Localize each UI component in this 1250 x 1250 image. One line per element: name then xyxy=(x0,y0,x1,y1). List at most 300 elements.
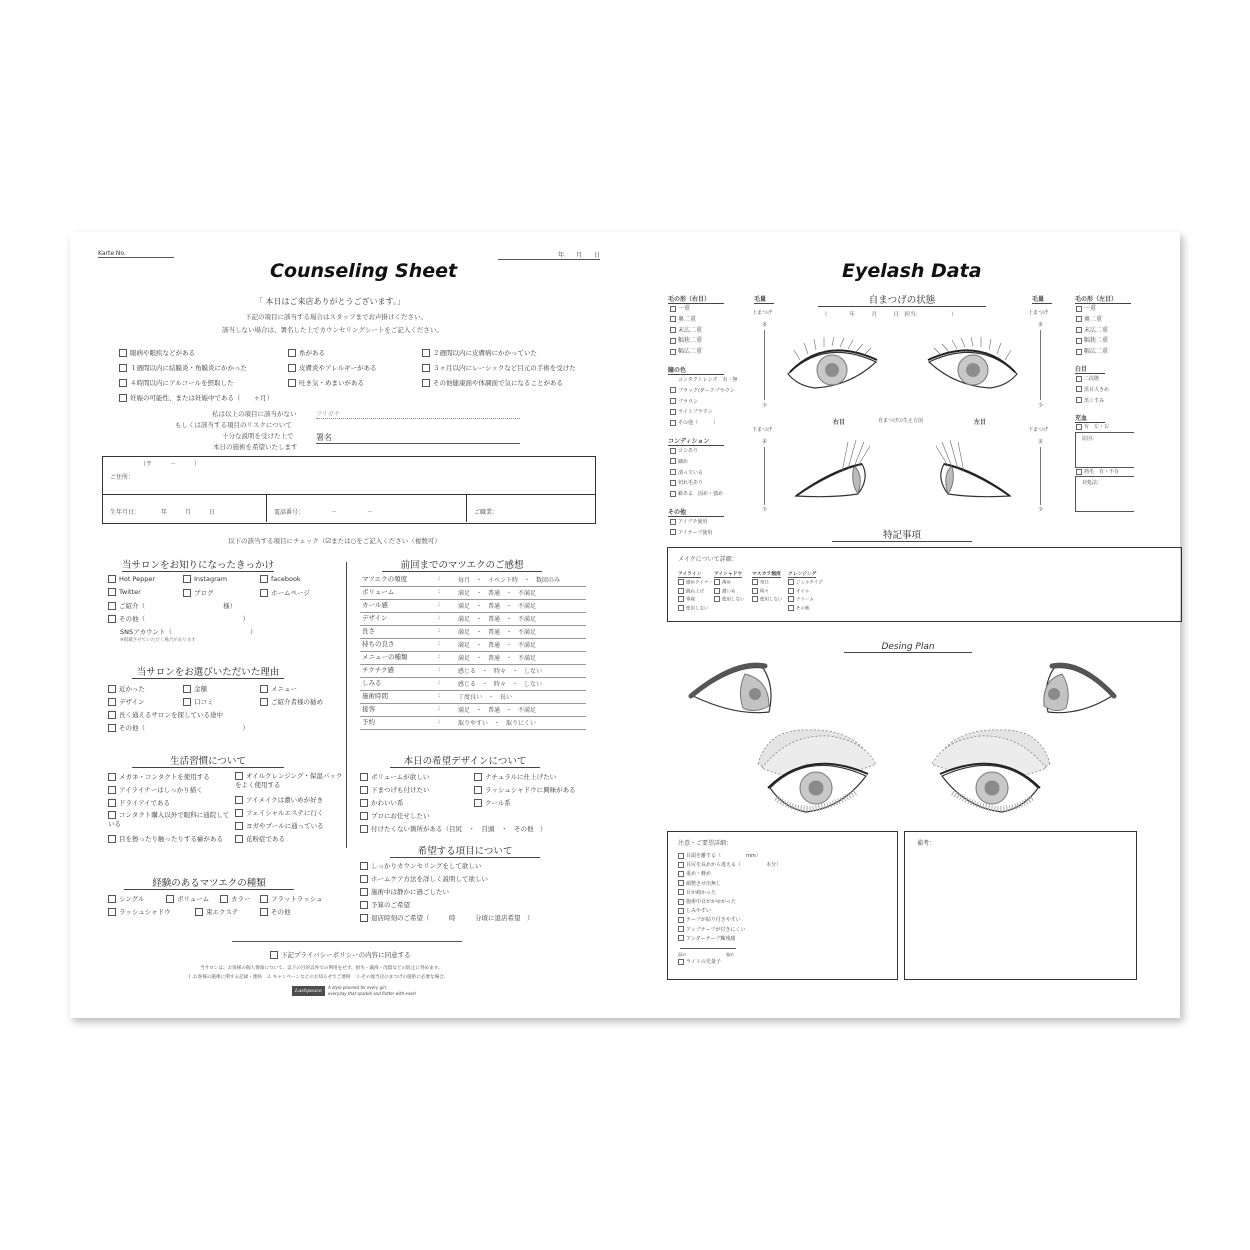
section-heading: 当サロンをお選びいただいた理由 xyxy=(132,664,284,679)
makeup-option[interactable]: 濃いめ xyxy=(714,588,736,595)
option[interactable]: ライトブラウン xyxy=(670,407,738,418)
impression-options[interactable]: 感じる ・ 時々 ・ しない xyxy=(458,681,543,688)
impression-options[interactable]: 満足 ・ 普通 ・ 不満足 xyxy=(458,642,537,649)
notes-option[interactable]: 目尻を長めから違える（ 本分） xyxy=(678,861,781,870)
option[interactable]: 潰っている xyxy=(670,468,723,479)
checkbox[interactable] xyxy=(670,480,676,486)
checkbox[interactable] xyxy=(678,871,684,877)
remarks-box[interactable] xyxy=(904,831,1137,980)
lash-growth-diagram-label: 自まつげの生え方図 xyxy=(878,418,924,424)
option[interactable]: 金額 xyxy=(183,684,207,693)
option[interactable]: 幅狭二重 xyxy=(670,336,702,347)
health-item[interactable]: ４時間以内にアルコールを摂取した xyxy=(119,378,234,387)
sns-account-field[interactable]: SNSアカウント（ ） xyxy=(120,628,257,636)
checkbox[interactable] xyxy=(714,596,720,602)
option[interactable]: ラッシュシャドウに興味がある xyxy=(474,785,576,794)
checkbox[interactable] xyxy=(235,772,243,780)
checkbox[interactable] xyxy=(678,579,684,585)
checkbox[interactable] xyxy=(1076,386,1082,392)
makeup-option[interactable]: ジェルタイプ xyxy=(788,579,823,586)
option[interactable]: コシあり xyxy=(670,446,723,457)
option[interactable]: ラッシュシャドウ xyxy=(108,907,171,916)
white-eye-list xyxy=(1076,374,1109,406)
scale-many: 多 xyxy=(1038,322,1044,328)
notes-option[interactable]: しみやすい xyxy=(678,907,781,916)
checkbox[interactable] xyxy=(1076,306,1082,312)
checkbox[interactable] xyxy=(670,448,676,454)
health-item[interactable]: 吐き気・めまいがある xyxy=(288,378,364,387)
checkbox[interactable] xyxy=(714,579,720,585)
option[interactable]: クール系 xyxy=(474,798,511,807)
checkbox[interactable] xyxy=(166,895,174,903)
checkbox[interactable] xyxy=(108,575,116,583)
option[interactable]: コンタクト購入以外で眼科に通院している xyxy=(108,811,230,828)
design-eye-side-left xyxy=(1040,656,1120,722)
section-heading: 当サロンをお知りになったきっかけ xyxy=(122,557,274,572)
checkbox[interactable] xyxy=(678,926,684,932)
state-date-field[interactable]: （ 年 月 日 担当： ） xyxy=(822,312,957,318)
option[interactable]: その他（ ） xyxy=(108,723,249,732)
makeup-option[interactable]: 跳ね上げ xyxy=(678,588,704,595)
checkbox[interactable] xyxy=(714,588,720,594)
option[interactable]: 長く通えるサロンを探している途中 xyxy=(108,710,223,719)
impression-row[interactable] xyxy=(360,717,586,730)
intro-line-1: 下記の項目に該当する場合はスタッフまでお声掛けください。 xyxy=(245,313,427,321)
signature-field[interactable]: 署名 xyxy=(316,432,520,444)
section-heading: 経験のあるマツエクの種類 xyxy=(124,875,294,890)
occupation-field[interactable]: ご職業： xyxy=(474,509,499,516)
checkbox[interactable] xyxy=(1076,316,1082,322)
checkbox[interactable] xyxy=(474,786,482,794)
checkbox[interactable] xyxy=(1076,424,1082,430)
health-item[interactable]: 妊娠の可能性、または妊娠中である（ ヶ月） xyxy=(119,393,273,402)
option[interactable]: 熱毛 有・不有 xyxy=(1076,468,1119,475)
separator: : xyxy=(438,626,441,634)
option[interactable]: ホームケア方法を詳しく説明して欲しい xyxy=(360,874,488,883)
option[interactable]: 奥二重 xyxy=(1076,315,1108,326)
option[interactable]: ドライアイである xyxy=(108,798,170,807)
checkbox[interactable] xyxy=(670,338,676,344)
checkbox[interactable] xyxy=(678,935,684,941)
makeup-option[interactable]: 細めライナー xyxy=(678,579,713,586)
impression-options[interactable]: 満足 ・ 普通 ・ 不満足 xyxy=(458,707,537,714)
left-eye-side-illustration xyxy=(928,436,1014,502)
health-item[interactable]: その他健康面や体調面で気になることがある xyxy=(422,378,563,387)
checkbox[interactable] xyxy=(260,895,268,903)
impression-row[interactable] xyxy=(360,613,586,626)
checkbox[interactable] xyxy=(670,420,676,426)
impression-options[interactable]: 毎月 ・ イベント時 ・ 数回のみ xyxy=(458,577,561,584)
impression-options[interactable]: 満足 ・ 普通 ・ 不満足 xyxy=(458,590,537,597)
checkbox[interactable] xyxy=(360,773,368,781)
scale-few: 少 xyxy=(1038,403,1044,409)
impression-row[interactable] xyxy=(360,691,586,704)
left-eye-front-illustration xyxy=(925,336,1025,396)
separator: : xyxy=(438,652,441,660)
health-item[interactable]: 皮膚炎やアレルギーがある xyxy=(288,363,377,372)
impression-row[interactable] xyxy=(360,639,586,652)
checkbox[interactable] xyxy=(752,596,758,602)
impression-row[interactable] xyxy=(360,574,586,587)
checkbox[interactable] xyxy=(678,880,684,886)
option[interactable]: 有 左・右 xyxy=(1076,423,1109,430)
option[interactable]: 口コミ xyxy=(183,697,214,706)
checkbox[interactable] xyxy=(183,589,191,597)
option[interactable]: 黒くすみ xyxy=(1076,396,1109,407)
section-heading: 本日の希望デザインについて xyxy=(390,753,540,768)
option[interactable]: ヨガやプールに通っている xyxy=(235,821,324,830)
checkbox[interactable] xyxy=(260,575,268,583)
greeting: 「 本日はご来店ありがとうございます。」 xyxy=(255,297,405,306)
option[interactable]: 切れ毛あり xyxy=(670,478,723,489)
makeup-option[interactable]: 薄め xyxy=(714,579,731,586)
consent-line-4: 本日の施術を希望いたします xyxy=(213,443,298,451)
impression-row[interactable] xyxy=(360,665,586,678)
checkbox[interactable] xyxy=(474,799,482,807)
section-heading: 前回までのマツエクのご感想 xyxy=(382,557,542,572)
separator: : xyxy=(438,678,441,686)
checkbox[interactable] xyxy=(670,349,676,355)
checkbox[interactable] xyxy=(1076,327,1082,333)
option[interactable]: Instagram xyxy=(183,575,227,583)
checkbox[interactable] xyxy=(788,596,794,602)
option[interactable]: しっかりカウンセリングをして欲しい xyxy=(360,861,481,870)
impression-row[interactable] xyxy=(360,678,586,691)
checkbox[interactable] xyxy=(678,917,684,923)
option[interactable]: 二段階 xyxy=(1076,374,1109,385)
checkbox[interactable] xyxy=(108,773,116,781)
checkbox[interactable] xyxy=(288,349,296,357)
intensity-scale[interactable] xyxy=(678,944,781,958)
option[interactable]: 黒目大きめ xyxy=(1076,385,1109,396)
option[interactable]: 束エクステ xyxy=(195,907,238,916)
option[interactable]: ご紹介者様の勧め xyxy=(260,697,323,706)
subheading: 毛の形（右目） xyxy=(668,294,724,304)
option[interactable]: アイテープ使用 xyxy=(670,528,712,539)
checkbox[interactable] xyxy=(678,588,684,594)
option[interactable]: デザイン xyxy=(108,697,145,706)
checkbox[interactable] xyxy=(183,575,191,583)
checkbox[interactable] xyxy=(422,364,430,372)
option[interactable]: 幅広二重 xyxy=(670,347,702,358)
option[interactable]: 一重 xyxy=(670,304,702,315)
checkbox[interactable] xyxy=(195,908,203,916)
checkbox[interactable] xyxy=(1076,397,1082,403)
option[interactable]: Hot Pepper xyxy=(108,575,155,583)
checkbox[interactable] xyxy=(788,588,794,594)
notes-option[interactable]: ライトの光量子 xyxy=(678,958,781,967)
option[interactable]: 幅狭二重 xyxy=(1076,336,1108,347)
checkbox[interactable] xyxy=(360,888,368,896)
checkbox[interactable] xyxy=(1076,469,1082,475)
scale-many: 多 xyxy=(1038,439,1044,445)
impression-options[interactable]: 満足 ・ 普通 ・ 不満足 xyxy=(458,616,537,623)
impression-options[interactable]: 満足 ・ 普通 ・ 不満足 xyxy=(458,603,537,610)
makeup-option[interactable]: 使用しない xyxy=(678,605,709,612)
checkbox[interactable] xyxy=(360,901,368,909)
checkbox[interactable] xyxy=(360,812,368,820)
checkbox[interactable] xyxy=(270,951,278,959)
impression-row[interactable] xyxy=(360,626,586,639)
checkbox[interactable] xyxy=(260,685,268,693)
makeup-column-heading: アイライン xyxy=(678,572,702,577)
checkbox[interactable] xyxy=(183,685,191,693)
checkbox[interactable] xyxy=(670,458,676,464)
checkbox[interactable] xyxy=(678,596,684,602)
option[interactable]: Twitter xyxy=(108,588,141,596)
checkbox[interactable] xyxy=(108,908,116,916)
checkbox[interactable] xyxy=(108,811,116,819)
impression-options[interactable]: 満足 ・ 普通 ・ 不満足 xyxy=(458,655,537,662)
upper-lash-label: 上まつげ xyxy=(1028,310,1049,316)
impression-row[interactable] xyxy=(360,704,586,717)
makeup-option[interactable]: 使用しない xyxy=(714,596,745,603)
impression-label: カール感 xyxy=(362,601,388,609)
option[interactable]: 下まつげも付けたい xyxy=(360,785,430,794)
checkbox[interactable] xyxy=(670,316,676,322)
option[interactable]: facebook xyxy=(260,575,301,583)
option[interactable]: アイライナーはしっかり描く xyxy=(108,785,203,794)
notes-option[interactable]: 目が痛かった xyxy=(678,889,781,898)
checkbox[interactable] xyxy=(235,835,243,843)
checkbox[interactable] xyxy=(752,588,758,594)
option[interactable]: 退店時刻のご希望（ 時 分頃に退店希望 ） xyxy=(360,913,534,922)
checkbox[interactable] xyxy=(360,799,368,807)
makeup-column-heading: アイシャドウ xyxy=(714,572,743,577)
option[interactable]: 予算のご希望 xyxy=(360,900,410,909)
impression-options[interactable]: 丁度良い ・ 長い xyxy=(458,694,513,701)
checkbox[interactable] xyxy=(678,853,684,859)
makeup-option[interactable]: クリーム xyxy=(788,596,814,603)
privacy-note-1: 当サロンは、お客様の個人情報について、以下の目的以外での利用をせず、紛失・漏洩・改竄などの防止に努めます。 xyxy=(200,966,443,971)
checkbox[interactable] xyxy=(288,379,296,387)
checkbox[interactable] xyxy=(678,605,684,611)
option[interactable]: オイルクレンジング・保湿パックをよく使用する xyxy=(235,772,343,789)
checkbox[interactable] xyxy=(670,469,676,475)
impression-row[interactable] xyxy=(360,652,586,665)
option[interactable]: 奥二重 xyxy=(670,315,702,326)
option[interactable]: その他（ ） xyxy=(670,418,738,429)
option[interactable]: 末広二重 xyxy=(1076,326,1108,337)
health-item[interactable]: ３ヶ月以内にレーシックなど目元の手術を受けた xyxy=(422,363,576,372)
scale-line xyxy=(680,948,736,949)
checkbox[interactable] xyxy=(670,529,676,535)
divider xyxy=(102,494,595,495)
option[interactable]: その他 xyxy=(260,907,291,916)
makeup-column-heading: マスカラ頻度 xyxy=(752,572,781,577)
impression-row[interactable] xyxy=(360,600,586,613)
impression-options[interactable]: 取りやすい ・ 取りにくい xyxy=(458,720,537,727)
health-item[interactable]: ２週間以内に皮膚病にかかっていた xyxy=(422,348,537,357)
option[interactable]: フェイシャルエステに行く xyxy=(235,808,323,817)
checkbox[interactable] xyxy=(670,387,676,393)
impression-label: 施術時間 xyxy=(362,692,388,700)
special-notes-box[interactable] xyxy=(667,547,1182,622)
furigana-field[interactable]: フリガナ xyxy=(316,409,520,419)
checkbox[interactable] xyxy=(670,398,676,404)
checkbox[interactable] xyxy=(108,698,116,706)
checkbox[interactable] xyxy=(1076,338,1082,344)
address-field[interactable]: ご住所： xyxy=(110,474,135,481)
health-item[interactable]: １週間以内に結膜炎・角膜炎にかかった xyxy=(119,363,247,372)
option[interactable]: プロにお任せしたい xyxy=(360,811,430,820)
intro-line-2: 該当しない場合は、署名した上でカウンセリングシートをご記入ください。 xyxy=(222,326,443,334)
checkbox[interactable] xyxy=(108,799,116,807)
option[interactable]: ブラウン xyxy=(670,397,738,408)
option[interactable]: カラー xyxy=(220,894,251,903)
checkbox[interactable] xyxy=(108,724,116,732)
cause-label: 原因： xyxy=(1082,436,1098,442)
birthday-field[interactable]: 生年月日： 年 月 日 xyxy=(110,509,216,516)
makeup-option[interactable]: 時々 xyxy=(752,588,769,595)
option[interactable]: かわいい系 xyxy=(360,798,404,807)
checkbox[interactable] xyxy=(108,786,116,794)
checkbox[interactable] xyxy=(183,698,191,706)
option[interactable]: ブログ xyxy=(183,588,214,597)
option[interactable]: コンタクトレンズ 有・無 xyxy=(678,377,738,383)
notes-option[interactable]: 施術中目がかゆかった xyxy=(678,898,781,907)
health-item[interactable]: 糸がある xyxy=(288,348,325,357)
checkbox[interactable] xyxy=(670,409,676,415)
checkbox[interactable] xyxy=(678,889,684,895)
option[interactable]: ボリューム xyxy=(166,894,209,903)
makeup-option[interactable]: 垂線 xyxy=(678,596,695,603)
health-item[interactable]: 眼病や眼疾などがある xyxy=(119,348,195,357)
option[interactable]: ボリュームが欲しい xyxy=(360,772,429,781)
checkbox[interactable] xyxy=(422,379,430,387)
checkbox[interactable] xyxy=(260,908,268,916)
option[interactable]: 付けたくない箇所がある（目尻 ・ 目頭 ・ その他 ） xyxy=(360,824,547,833)
checkbox[interactable] xyxy=(220,895,228,903)
option[interactable]: ホームページ xyxy=(260,588,310,597)
option[interactable]: メニュー xyxy=(260,684,297,693)
date-field[interactable]: 年 月 日 xyxy=(498,250,600,260)
checkbox[interactable] xyxy=(422,349,430,357)
option[interactable]: アイプチ使用 xyxy=(670,517,712,528)
checkbox[interactable] xyxy=(288,364,296,372)
checkbox[interactable] xyxy=(108,895,116,903)
checkbox[interactable] xyxy=(108,711,116,719)
separator: : xyxy=(438,574,441,582)
option[interactable]: フラットラッシュ xyxy=(260,894,323,903)
notes-option[interactable]: アンダーテープ糊残感 xyxy=(678,935,781,944)
checkbox[interactable] xyxy=(670,327,676,333)
checkbox[interactable] xyxy=(360,875,368,883)
option[interactable]: 細め xyxy=(670,457,723,468)
makeup-option[interactable]: 毎日 xyxy=(752,579,769,586)
checkbox[interactable] xyxy=(678,959,684,965)
checkbox[interactable] xyxy=(678,862,684,868)
notes-option[interactable]: アップテープが付きにくい xyxy=(678,926,781,935)
option[interactable]: 癖ある 固め・強め xyxy=(670,489,723,500)
checkbox[interactable] xyxy=(108,685,116,693)
checkbox[interactable] xyxy=(235,809,243,817)
karte-number-field[interactable]: Karte No. xyxy=(98,250,174,258)
checkbox[interactable] xyxy=(670,491,676,497)
impression-row[interactable] xyxy=(360,587,586,600)
option[interactable]: 幅広二重 xyxy=(1076,347,1108,358)
checkbox[interactable] xyxy=(1076,349,1082,355)
checkbox[interactable] xyxy=(788,579,794,585)
separator: : xyxy=(438,639,441,647)
option[interactable]: 末広二重 xyxy=(670,326,702,337)
makeup-option[interactable]: その他 xyxy=(788,605,810,612)
checkbox[interactable] xyxy=(260,698,268,706)
checkbox[interactable] xyxy=(678,908,684,914)
checkbox[interactable] xyxy=(670,306,676,312)
option[interactable]: ナチュラルに仕上げたい xyxy=(474,772,556,781)
checkbox[interactable] xyxy=(360,862,368,870)
option[interactable]: ブラック/ダークブラウン xyxy=(670,386,738,397)
scale-few: 少 xyxy=(762,507,768,513)
checkbox[interactable] xyxy=(108,602,116,610)
option[interactable]: その他（ ） xyxy=(108,614,249,623)
checkbox[interactable] xyxy=(119,394,127,402)
separator: : xyxy=(438,665,441,673)
checkbox[interactable] xyxy=(108,588,116,596)
option[interactable]: メガネ・コンタクトを使用する xyxy=(108,772,210,781)
option[interactable]: アイメイクは濃いめが好き xyxy=(235,795,323,804)
option[interactable]: ご紹介（ 様） xyxy=(108,601,236,610)
other-list xyxy=(670,517,712,539)
hair-shape-right-list xyxy=(670,304,702,358)
lash-quantity-label: 毛量 xyxy=(754,294,774,304)
notes-option[interactable]: 顔整させ出無し xyxy=(678,880,781,889)
checkbox[interactable] xyxy=(678,899,684,905)
notes-option[interactable]: テープが貼り付きやすい xyxy=(678,916,781,925)
design-eye-front-left xyxy=(925,724,1060,824)
checkbox[interactable] xyxy=(260,589,268,597)
privacy-note-2: １.お客様の施術に関する記録・連絡 ２.キャンペーンなどのお知らせでご連絡 ３.その他当店のまつげの施術に必要な場合。 xyxy=(187,975,449,980)
checkbox[interactable] xyxy=(119,379,127,387)
checkbox[interactable] xyxy=(360,786,368,794)
option[interactable]: 一重 xyxy=(1076,304,1108,315)
column-divider xyxy=(346,562,347,848)
option[interactable]: 近かった xyxy=(108,684,145,693)
checkbox[interactable] xyxy=(108,835,116,843)
privacy-consent[interactable]: 下記プライバシーポリシーの内容に同意する xyxy=(270,950,411,959)
checkbox[interactable] xyxy=(360,825,368,833)
impression-options[interactable]: 満足 ・ 普通 ・ 不満足 xyxy=(458,629,537,636)
checkbox[interactable] xyxy=(119,349,127,357)
makeup-option[interactable]: オイル xyxy=(788,588,809,595)
separator: : xyxy=(438,704,441,712)
section-heading: 希望する項目について xyxy=(390,843,540,858)
checkbox[interactable] xyxy=(235,796,243,804)
checkbox[interactable] xyxy=(108,615,116,623)
option[interactable]: シングル xyxy=(108,894,145,903)
checkbox[interactable] xyxy=(1076,376,1082,382)
checkbox[interactable] xyxy=(752,579,758,585)
checkbox[interactable] xyxy=(235,822,243,830)
checkbox[interactable] xyxy=(119,364,127,372)
checkbox[interactable] xyxy=(670,519,676,525)
phone-field[interactable]: 電話番号： － － xyxy=(274,509,374,516)
option[interactable]: 目を擦ったり触ったりする癖がある xyxy=(108,835,232,844)
notes-option[interactable]: 重め・軽め xyxy=(678,870,781,879)
option[interactable]: 施術中は静かに過ごしたい xyxy=(360,887,449,896)
checkbox[interactable] xyxy=(474,773,482,781)
option[interactable]: 花粉症である xyxy=(235,834,285,843)
postal-code-field[interactable]: （〒 － ） xyxy=(140,461,201,468)
impression-options[interactable]: 感じる ・ 時々 ・ しない xyxy=(458,668,543,675)
checkbox[interactable] xyxy=(360,914,368,922)
checkbox[interactable] xyxy=(788,605,794,611)
makeup-option[interactable]: 使用しない xyxy=(752,596,783,603)
notes-option[interactable]: 目頭を離する（ mm） xyxy=(678,852,781,861)
scale-strong-label: 強め xyxy=(726,952,734,958)
impression-label: デザイン xyxy=(362,614,388,622)
